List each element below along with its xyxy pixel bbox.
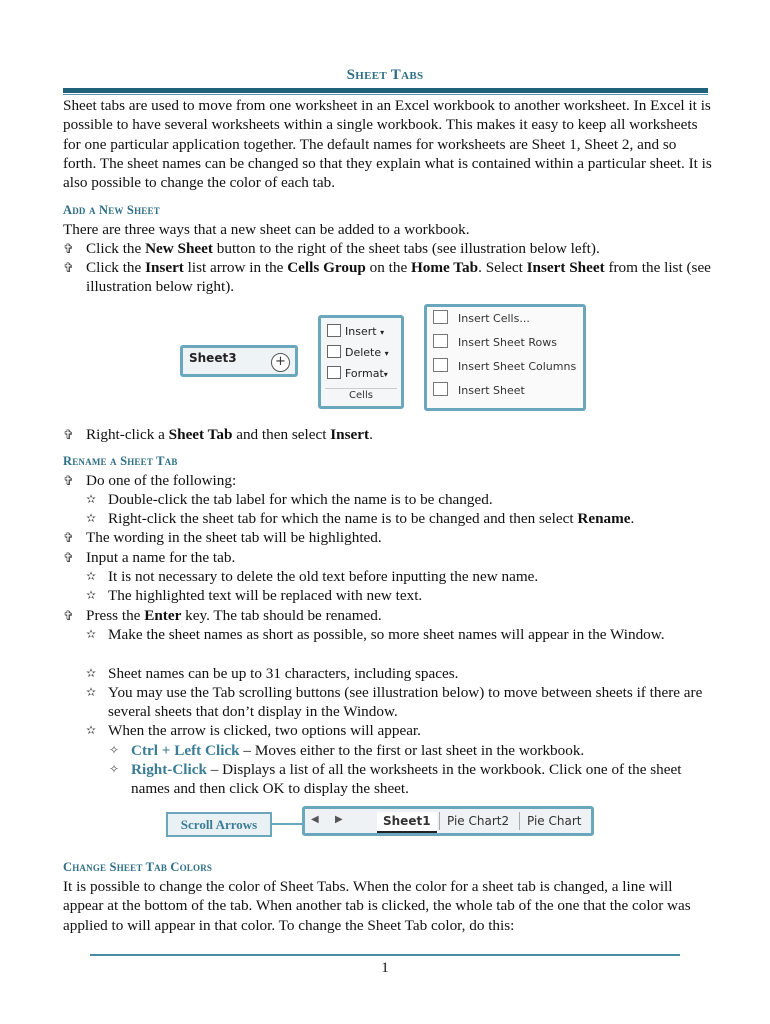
scroll-arrows-callout: Scroll Arrows: [166, 812, 272, 837]
bullet-icon: ✞: [63, 260, 74, 275]
new-sheet-button[interactable]: +: [271, 353, 290, 372]
menu-item-insert-sheet[interactable]: Insert Sheet: [433, 381, 525, 401]
list-item: ✧ Right-Click – Displays a list of all the worksheets in the workbook. Click one of the sheet names and then click OK to display the sheet.: [109, 761, 682, 798]
list-item: ✫ It is not necessary to delete the old text before inputting the new name.: [86, 568, 539, 585]
list-item: ✫ You may use the Tab scrolling buttons (see illustration below) to move between sheets if there are several sheets that don’t display in the Window.: [86, 684, 703, 721]
bullet-icon: ✞: [63, 473, 74, 488]
divider: [439, 812, 440, 830]
page-title: Sheet Tabs: [346, 67, 424, 83]
list-item: ✞ The wording in the sheet tab will be highlighted.: [63, 529, 382, 546]
cells-group-illustration: [318, 315, 404, 409]
insert-columns-icon: [433, 358, 448, 372]
star-bullet-icon: ✫: [86, 588, 97, 602]
list-item: ✞ Click the Insert list arrow in the Cells Group on the Home Tab. Select Insert Sheet from the list (see illustration below right).: [63, 259, 711, 296]
sheet-tab-illustration: [180, 345, 298, 377]
bullet-icon: ✞: [63, 550, 74, 565]
sheet-tab[interactable]: Pie Chart2: [447, 814, 510, 828]
list-item: ✞ Click the New Sheet button to the right of the sheet tabs (see illustration below left).: [63, 240, 600, 257]
menu-item-insert-cells[interactable]: Insert Cells...: [433, 309, 530, 329]
diamond-bullet-icon: ✧: [109, 743, 120, 757]
sheet-tab[interactable]: Pie Chart: [527, 814, 582, 828]
bullet-icon: ✞: [63, 241, 74, 256]
divider: [519, 812, 520, 830]
insert-cells-icon: [433, 310, 448, 324]
list-item: ✫ Double-click the tab label for which the name is to be changed.: [86, 491, 493, 508]
bullet-icon: ✞: [63, 530, 74, 545]
colors-heading: Change Sheet Tab Colors: [63, 860, 213, 874]
list-item: ✫ Sheet names can be up to 31 characters, including spaces.: [86, 665, 459, 682]
format-button[interactable]: Format▾: [327, 366, 388, 382]
insert-sheet-icon: [433, 382, 448, 396]
star-bullet-icon: ✫: [86, 666, 97, 680]
star-bullet-icon: ✫: [86, 685, 97, 699]
list-item: ✫ Right-click the sheet tab for which the name is to be changed and then select Rename.: [86, 510, 635, 527]
delete-button[interactable]: Delete ▾: [327, 345, 389, 361]
scroll-right-arrow-icon[interactable]: ▶: [335, 814, 343, 825]
colors-paragraph: It is possible to change the color of Sheet Tabs. When the color for a sheet tab is changed, a line will appear at the bottom of the tab. When another tab is clicked, the whole tab of the one that the color was applied to will appear in that color. To change the Sheet Tab color, do this:: [63, 878, 691, 934]
menu-item-insert-columns[interactable]: Insert Sheet Columns: [433, 357, 576, 377]
delete-icon: [327, 345, 341, 358]
list-item: ✫ The highlighted text will be replaced with new text.: [86, 587, 423, 604]
insert-icon: [327, 324, 341, 337]
bullet-icon: ✞: [63, 608, 74, 623]
intro-paragraph: Sheet tabs are used to move from one worksheet in an Excel workbook to another worksheet. In Excel it is possible to have several worksheets within a single workbook. This makes it easy to keep all worksheets for one particular application together. The default names for worksheets are Sheet 1, Sheet 2, and so forth. The sheet names can be changed so that they explain what is contained within a particular sheet. It is also possible to change the color of each tab.: [63, 97, 712, 192]
star-bullet-icon: ✫: [86, 723, 97, 737]
list-item: ✧ Ctrl + Left Click – Moves either to the first or last sheet in the workbook.: [109, 742, 585, 759]
cells-group-label: Cells: [349, 390, 373, 401]
diamond-bullet-icon: ✧: [109, 762, 120, 776]
format-icon: [327, 366, 341, 379]
sheet-tabs-illustration: [302, 806, 594, 836]
insert-menu-illustration: [424, 304, 586, 411]
add-sheet-heading: Add a New Sheet: [63, 203, 160, 217]
title-rule-thin: [63, 94, 708, 95]
list-item: ✞ Press the Enter key. The tab should be renamed.: [63, 607, 382, 624]
insert-button[interactable]: Insert ▾: [327, 324, 384, 340]
list-item: ✞ Do one of the following:: [63, 472, 237, 489]
add-sheet-lead: There are three ways that a new sheet can be added to a workbook.: [63, 221, 470, 238]
star-bullet-icon: ✫: [86, 569, 97, 583]
list-item: ✞ Right-click a Sheet Tab and then select Insert.: [63, 426, 373, 443]
menu-item-insert-rows[interactable]: Insert Sheet Rows: [433, 333, 557, 353]
insert-rows-icon: [433, 334, 448, 348]
rename-heading: Rename a Sheet Tab: [63, 454, 178, 468]
star-bullet-icon: ✫: [86, 627, 97, 641]
list-item: ✫ Make the sheet names as short as possible, so more sheet names will appear in the Window.: [86, 626, 665, 643]
page-number: 1: [381, 960, 389, 976]
bullet-icon: ✞: [63, 427, 74, 442]
title-rule: [63, 88, 708, 93]
list-item: ✞ Input a name for the tab.: [63, 549, 236, 566]
sheet-tab[interactable]: Sheet3: [189, 351, 237, 365]
sheet-tab[interactable]: Sheet1: [377, 812, 437, 833]
list-item: ✫ When the arrow is clicked, two options will appear.: [86, 722, 421, 739]
star-bullet-icon: ✫: [86, 492, 97, 506]
footer-rule: [90, 954, 680, 956]
callout-connector: [272, 823, 302, 825]
scroll-left-arrow-icon[interactable]: ◀: [311, 814, 319, 825]
star-bullet-icon: ✫: [86, 511, 97, 525]
divider: [325, 388, 397, 389]
